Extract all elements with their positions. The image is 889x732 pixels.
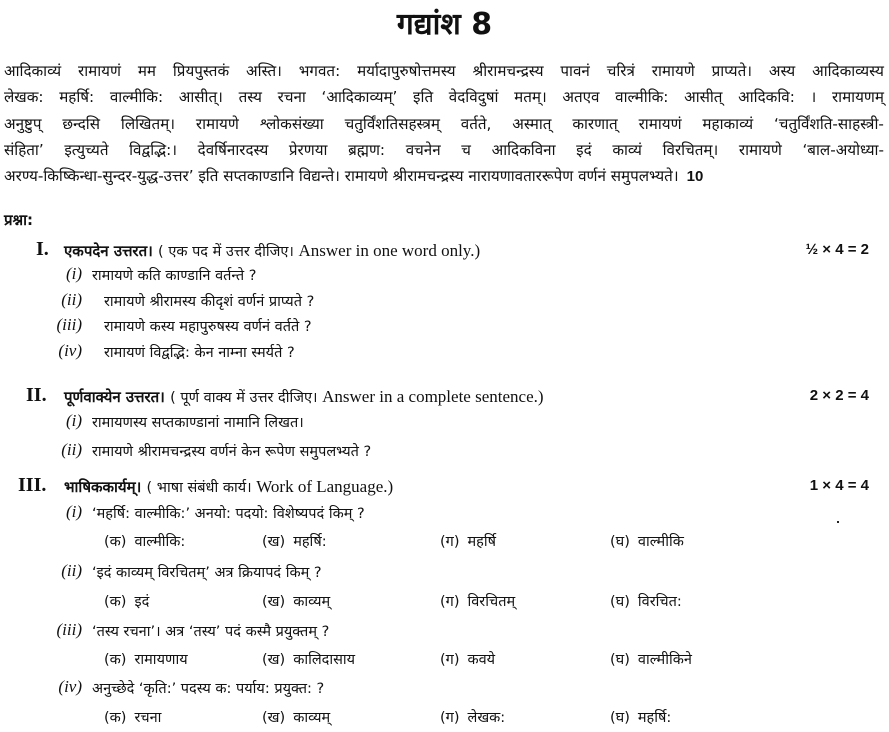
option-ka[interactable]	[104, 591, 149, 611]
option-label: (घ)	[610, 534, 630, 550]
question-text: ‘महर्षि: वाल्मीकि:’ अनयो: पदयो: विशेष्यपदं किम् ?	[92, 506, 365, 522]
section-title-text: एकपदेन उत्तरत।	[64, 242, 153, 260]
section-marks: ½ × 4 = 2	[805, 241, 869, 258]
page-title: गद्यांश 8	[396, 7, 493, 42]
word: रचना	[277, 88, 306, 107]
question-row	[0, 290, 889, 316]
question-text: रामायणे कस्य महापुरुषस्य वर्णनं वर्तते ?	[104, 319, 312, 335]
word: रामायणे	[195, 114, 239, 133]
word: ब्रह्मण:	[348, 140, 386, 159]
section-title-text: भाषिककार्यम्।	[64, 478, 142, 496]
option-text: वाल्मीकिने	[637, 652, 692, 668]
word: रामायणे	[738, 140, 782, 159]
question-text: ‘इदं काव्यम् विरचितम्’ अत्र क्रियापदं किम् ?	[92, 565, 322, 581]
question-number: (iv)	[58, 341, 82, 360]
word: अनुष्टुप्	[4, 114, 42, 133]
option-kha[interactable]	[262, 707, 330, 727]
option-label: (क)	[104, 534, 127, 550]
word: लिखितम्।	[120, 114, 175, 133]
word: ।	[810, 88, 817, 107]
word: वेदविदुषां	[448, 88, 499, 107]
word: वचनेन	[405, 140, 441, 159]
word: विद्वद्भि:।	[129, 140, 178, 159]
word: वाल्मीकि:	[615, 88, 669, 107]
option-gha[interactable]	[610, 531, 684, 551]
option-text: काव्यम्	[293, 710, 331, 726]
option-gha[interactable]	[610, 649, 692, 669]
question-row	[0, 315, 889, 341]
question-number: (iii)	[56, 620, 82, 639]
section-title-text: पूर्णवाक्येन उत्तरत।	[64, 388, 165, 406]
word: आसीत्।	[178, 88, 223, 107]
instruction-hindi: ( भाषा संबंधी कार्य।	[146, 480, 252, 496]
section-instruction	[146, 477, 394, 496]
word: भगवत:	[298, 62, 341, 80]
word: काव्यं	[612, 140, 642, 159]
instruction-english: Answer in a complete sentence.)	[322, 387, 544, 406]
word: प्रेरणया	[288, 140, 328, 159]
question-text: रामायणे श्रीरामचन्द्रस्य वर्णनं केन रूपेण समुपलभ्यते ?	[92, 444, 372, 460]
instruction-hindi: ( एक पद में उत्तर दीजिए।	[158, 244, 294, 260]
question-row	[0, 561, 889, 587]
word: इति	[413, 88, 434, 107]
option-text: वाल्मीकि:	[134, 534, 186, 550]
passage-marks: 10	[686, 168, 704, 186]
option-label: (ग)	[440, 710, 460, 726]
question-row	[0, 411, 889, 437]
passage-last-line	[4, 163, 884, 189]
option-text: रामायणाय	[134, 652, 188, 668]
option-label: (घ)	[610, 594, 630, 610]
word: प्राप्यते।	[711, 62, 752, 80]
option-text: महर्षि	[467, 534, 496, 550]
question-number: (ii)	[61, 561, 82, 580]
option-text: रचना	[134, 710, 162, 726]
question-number: (iv)	[58, 677, 82, 696]
option-ka[interactable]	[104, 707, 161, 727]
section-number: I.	[36, 238, 49, 260]
word: पावनं	[560, 62, 590, 80]
question-number: (iii)	[56, 315, 82, 334]
word: कारणात्	[572, 114, 618, 133]
word: मतम्।	[514, 88, 547, 107]
option-label: (ग)	[440, 534, 460, 550]
question-text: रामायणस्य सप्तकाण्डानां नामानि लिखत।	[92, 415, 304, 431]
option-ga[interactable]	[440, 591, 515, 611]
word: प्रियपुस्तकं	[172, 62, 230, 80]
word: श्रीरामचन्द्रस्य	[472, 62, 544, 80]
questions-label: प्रश्ना:	[4, 211, 34, 229]
section-number: II.	[26, 384, 47, 406]
option-label: (ग)	[440, 652, 460, 668]
option-label: (ख)	[262, 710, 286, 726]
option-text: महर्षि:	[637, 710, 672, 726]
option-ga[interactable]	[440, 707, 505, 727]
question-row	[0, 502, 889, 528]
option-gha[interactable]	[610, 591, 682, 611]
section-instruction	[158, 241, 481, 260]
passage-line: अरण्य-किष्किन्धा-सुन्दर-युद्ध-उत्तर’ इति सप्तकाण्डानि विद्यन्ते। रामायणे श्रीरामचन्द्रस्य नारायणावताररूपेण वर्णनं समुपलभ्यते।	[4, 167, 679, 186]
word: रामायणं	[638, 114, 682, 133]
option-label: (ख)	[262, 534, 286, 550]
options-row	[0, 648, 889, 674]
word: आदिकवि:	[738, 88, 795, 107]
question-text: अनुच्छेदे ‘कृति:’ पदस्य क: पर्याय: प्रयुक्त: ?	[92, 681, 325, 697]
section-2-header	[0, 384, 889, 410]
question-row	[0, 677, 889, 703]
section-title	[64, 387, 544, 407]
options-row	[0, 530, 889, 556]
word: वाल्मीकि:	[109, 88, 164, 107]
question-number: (i)	[65, 502, 82, 521]
option-label: (घ)	[610, 652, 630, 668]
question-number: (ii)	[61, 290, 82, 309]
option-ka[interactable]	[104, 531, 185, 551]
question-row	[0, 264, 889, 290]
option-ga[interactable]	[440, 649, 495, 669]
word: संहिता’	[4, 140, 44, 159]
option-label: (क)	[104, 652, 127, 668]
word: आदिकविना	[491, 140, 556, 159]
question-row	[0, 440, 889, 466]
question-text: रामायणे श्रीरामस्य कीदृशं वर्णनं प्राप्यते ?	[104, 294, 315, 310]
passage-line	[4, 84, 884, 110]
section-instruction	[170, 387, 544, 406]
question-text: रामायणं विद्वद्भि: केन नाम्ना स्मर्यते ?	[104, 345, 295, 361]
option-ga[interactable]	[440, 531, 496, 551]
section-number: III.	[18, 474, 47, 496]
option-label: (घ)	[610, 710, 630, 726]
option-gha[interactable]	[610, 707, 671, 727]
passage-line	[4, 58, 884, 84]
options-row	[0, 706, 889, 732]
passage-line	[4, 137, 884, 163]
word: अस्य	[768, 62, 796, 80]
word: च	[461, 140, 471, 159]
section-title	[64, 477, 393, 497]
word: तस्य	[238, 88, 262, 107]
option-label: (क)	[104, 710, 127, 726]
section-marks: 1 × 4 = 4	[809, 477, 869, 494]
option-kha[interactable]	[262, 649, 355, 669]
word: अतएव	[562, 88, 600, 107]
option-text: विरचितम्	[467, 594, 516, 610]
option-label: (ख)	[262, 594, 286, 610]
word: इत्युच्यते	[64, 140, 109, 159]
option-text: विरचित:	[637, 594, 682, 610]
word: रामायणम्	[831, 88, 884, 107]
word: लेखक:	[4, 88, 44, 107]
option-text: काव्यम्	[293, 594, 331, 610]
option-kha[interactable]	[262, 591, 330, 611]
word: अस्मात्	[512, 114, 552, 133]
word: रामायणं	[78, 62, 121, 80]
word: देवर्षिनारदस्य	[197, 140, 269, 159]
question-row	[0, 341, 889, 367]
word: महर्षि:	[59, 88, 95, 107]
word: श्लोकसंख्या	[259, 114, 324, 133]
question-number: (i)	[65, 264, 82, 283]
options-row	[0, 590, 889, 616]
option-text: महर्षि:	[293, 534, 327, 550]
word: विरचितम्।	[662, 140, 719, 159]
instruction-hindi: ( पूर्ण वाक्य में उत्तर दीजिए।	[170, 390, 318, 406]
option-ka[interactable]	[104, 649, 188, 669]
question-text: रामायणे कति काण्डानि वर्तन्ते ?	[92, 268, 257, 284]
option-label: (ग)	[440, 594, 460, 610]
word: इदं	[576, 140, 592, 159]
option-text: इदं	[134, 594, 150, 610]
word: आसीत्	[684, 88, 723, 107]
word: आदिकाव्यस्य	[812, 62, 884, 80]
section-title	[64, 241, 480, 261]
section-1-header	[0, 238, 889, 264]
word: मर्यादापुरुषोत्तमस्य	[357, 62, 456, 80]
word: चरित्रं	[606, 62, 635, 80]
word: ‘बाल-अयोध्या-	[802, 140, 884, 159]
option-label: (क)	[104, 594, 127, 610]
word: छन्दसि	[62, 114, 101, 133]
option-text: वाल्मीकि	[637, 534, 684, 550]
word: आदिकाव्यं	[4, 62, 62, 80]
option-kha[interactable]	[262, 531, 327, 551]
passage-line	[4, 111, 884, 137]
instruction-english: Answer in one word only.)	[298, 241, 481, 260]
word: ‘चतुर्विंशति-साहस्त्री-	[773, 114, 884, 133]
word: रामायणे	[651, 62, 695, 80]
section-3-header	[0, 474, 889, 500]
word: ‘आदिकाव्यम्’	[321, 88, 398, 107]
instruction-english: Work of Language.)	[256, 477, 394, 496]
passage	[4, 58, 884, 189]
question-number: (i)	[65, 411, 82, 430]
word: वर्तते,	[460, 114, 492, 133]
section-marks: 2 × 2 = 4	[809, 387, 869, 404]
option-text: कालिदासाय	[293, 652, 356, 668]
word: चतुर्विंशतिसहस्त्रम्	[344, 114, 440, 133]
question-text: ‘तस्य रचना’। अत्र ‘तस्य’ पदं कस्मै प्रयुक्तम् ?	[92, 624, 330, 640]
question-row	[0, 620, 889, 646]
option-text: कवये	[467, 652, 496, 668]
scan-artifact-dot	[837, 521, 839, 523]
word: अस्ति।	[246, 62, 282, 80]
option-text: लेखक:	[467, 710, 506, 726]
option-label: (ख)	[262, 652, 286, 668]
word: महाकाव्यं	[702, 114, 754, 133]
question-number: (ii)	[61, 440, 82, 459]
word: मम	[137, 62, 156, 80]
